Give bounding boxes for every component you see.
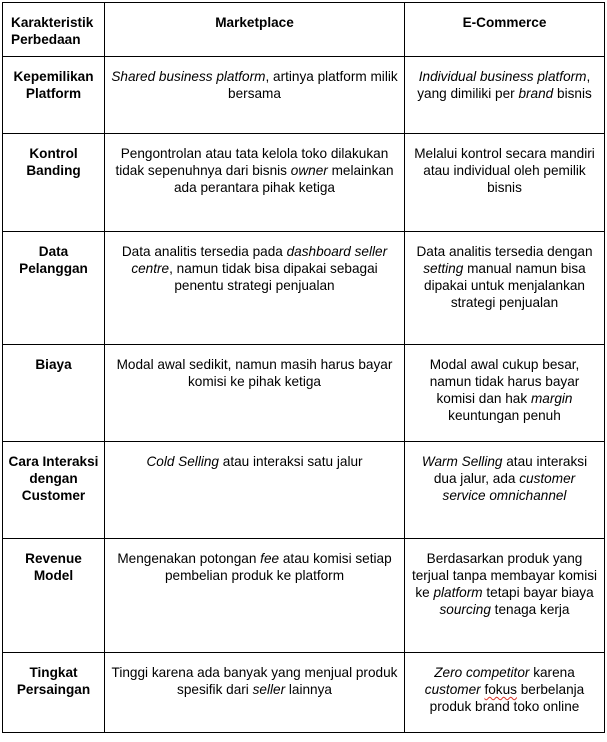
text-italic: fee <box>260 551 280 566</box>
spellcheck-underlined-word: fokus <box>484 682 517 697</box>
table-row <box>3 442 605 539</box>
text-run: Melalui kontrol secara mandiri atau individual oleh pemilik bisnis <box>414 146 595 195</box>
row-criteria: Kontrol Banding <box>3 134 105 232</box>
table-row <box>3 539 605 653</box>
text-run: atau komisi setiap pembelian produk ke platform <box>164 551 392 583</box>
text-run: Tinggi karena ada banyak yang menjual produk spesifik dari <box>111 665 398 697</box>
text-run: , yang dimiliki per <box>417 69 591 101</box>
ecommerce-cell <box>405 442 605 539</box>
ecommerce-cell <box>405 134 605 232</box>
header-criteria: Karakteristik Perbedaan <box>3 3 105 57</box>
table-row <box>3 57 605 134</box>
text-italic: seller <box>252 682 286 697</box>
text-run: berbelanja produk brand toko online <box>429 682 585 714</box>
ecommerce-cell <box>405 57 605 134</box>
text-run: Berdasarkan produk yang terjual tanpa membayar komisi ke <box>411 551 598 600</box>
row-criteria: Data Pelanggan <box>3 232 105 345</box>
text-run: manual namun bisa dipakai untuk menjalankan strategi penjualan <box>424 261 586 310</box>
text-run: tenaga kerja <box>490 602 570 617</box>
text-italic: setting <box>423 261 464 276</box>
text-run: Modal awal sedikit, namun masih harus bayar komisi ke pihak ketiga <box>116 357 393 389</box>
text-run: Pengontrolan atau tata kelola toko dilakukan tidak sepenuhnya dari bisnis <box>115 146 389 178</box>
text-run: atau interaksi dua jalur, ada <box>433 454 588 486</box>
text-run: Data analitis tersedia dengan <box>416 244 593 259</box>
text-run: karena <box>529 665 575 680</box>
comparison-table <box>2 2 605 733</box>
text-italic: Individual business platform <box>418 69 587 84</box>
ecommerce-cell <box>405 345 605 442</box>
row-criteria: Kepemilikan Platform <box>3 57 105 134</box>
header-marketplace: Marketplace <box>105 3 405 57</box>
table-row <box>3 653 605 733</box>
text-italic: customer <box>424 682 481 697</box>
row-criteria: Tingkat Persaingan <box>3 653 105 733</box>
text-italic: Shared business platform <box>111 69 266 84</box>
table-row <box>3 134 605 232</box>
text-italic: platform <box>433 585 483 600</box>
header-ecommerce: E-Commerce <box>405 3 605 57</box>
text-run: melainkan ada perantara pihak ketiga <box>174 163 394 195</box>
marketplace-cell <box>105 57 405 134</box>
text-italic: Warm Selling <box>421 454 503 469</box>
ecommerce-cell <box>405 232 605 345</box>
ecommerce-cell <box>405 539 605 653</box>
marketplace-cell <box>105 345 405 442</box>
text-italic: owner <box>290 163 328 178</box>
table-row <box>3 345 605 442</box>
text-run: Data analitis tersedia pada <box>121 244 287 259</box>
text-run: Modal awal cukup besar, namun tidak harus bayar komisi dan hak <box>429 357 580 406</box>
table-header-row <box>3 3 605 57</box>
text-run: , namun tidak bisa dipakai sebagai penentu strategi penjualan <box>169 261 378 293</box>
text-italic: Zero competitor <box>434 665 530 680</box>
text-italic: omnichannel <box>489 488 567 503</box>
row-criteria: Revenue Model <box>3 539 105 653</box>
marketplace-cell <box>105 442 405 539</box>
text-italic: brand <box>518 86 554 101</box>
text-run: keuntungan penuh <box>448 408 561 423</box>
text-run: Mengenakan potongan <box>117 551 261 566</box>
text-italic: Cold Selling <box>146 454 219 469</box>
marketplace-cell <box>105 539 405 653</box>
text-italic: customer service <box>442 471 576 503</box>
text-italic: sourcing <box>439 602 491 617</box>
row-criteria: Cara Interaksi dengan Customer <box>3 442 105 539</box>
table-row <box>3 232 605 345</box>
text-run: tetapi bayar biaya <box>482 585 594 600</box>
text-run: atau interaksi satu jalur <box>218 454 363 469</box>
text-italic: margin <box>530 391 573 406</box>
text-run: , artinya platform milik bersama <box>228 69 398 101</box>
text-italic: dashboard seller centre <box>131 244 388 276</box>
marketplace-cell <box>105 653 405 733</box>
ecommerce-cell <box>405 653 605 733</box>
text-run: lainnya <box>285 682 332 697</box>
marketplace-cell <box>105 232 405 345</box>
text-run: bisnis <box>553 86 592 101</box>
row-criteria: Biaya <box>3 345 105 442</box>
marketplace-cell <box>105 134 405 232</box>
